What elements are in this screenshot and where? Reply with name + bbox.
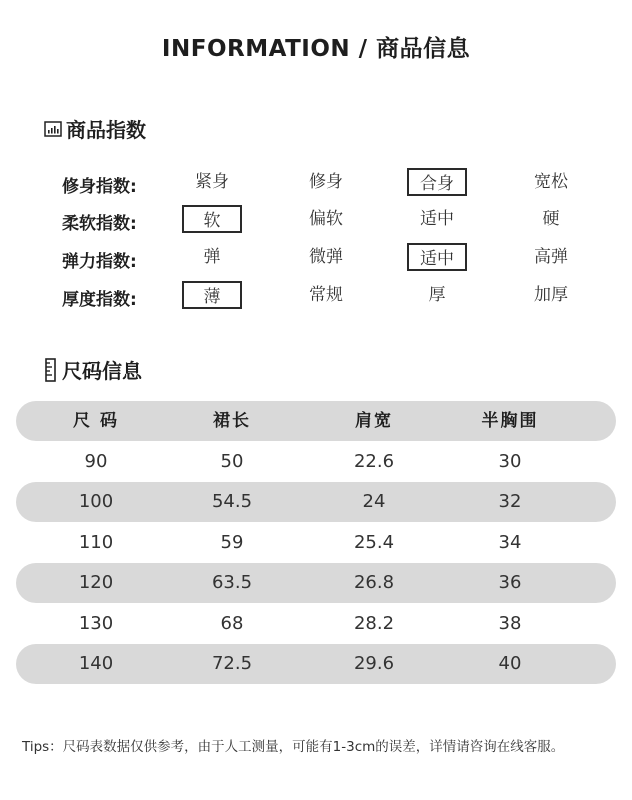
chart-bars-icon (44, 120, 62, 138)
table-cell: 40 (498, 653, 522, 674)
table-cell: 110 (78, 531, 114, 553)
index-option: 常规 (309, 285, 343, 305)
index-option: 宽松 (534, 172, 568, 192)
index-row-label: 弹力指数: (62, 252, 137, 272)
index-row (0, 243, 632, 273)
table-row (16, 442, 616, 482)
index-row-label: 柔软指数: (62, 214, 137, 234)
size-section-heading (44, 355, 142, 384)
table-cell: 63.5 (211, 572, 253, 593)
table-cell: 130 (78, 612, 114, 634)
size-section-title: 尺码信息 (62, 359, 142, 383)
index-option: 适中 (420, 209, 454, 229)
index-option: 厚 (428, 285, 446, 305)
index-section-title: 商品指数 (66, 118, 146, 142)
table-cell: 32 (498, 491, 522, 512)
table-header-cell: 肩宽 (355, 411, 393, 431)
table-cell: 28.2 (353, 612, 395, 634)
table-cell: 25.4 (353, 531, 395, 553)
index-option: 加厚 (534, 285, 568, 305)
index-option: 紧身 (195, 172, 229, 192)
index-row (0, 281, 632, 311)
index-row (0, 205, 632, 235)
page-title: INFORMATION / 商品信息 (161, 36, 471, 62)
table-cell: 68 (220, 612, 244, 634)
table-row (16, 523, 616, 563)
table-cell: 59 (220, 531, 244, 553)
table-cell: 120 (78, 572, 114, 593)
table-row (16, 563, 616, 603)
index-option: 高弹 (534, 247, 568, 267)
ruler-icon (44, 358, 58, 382)
table-cell: 54.5 (211, 491, 253, 512)
index-option: 弹 (203, 247, 221, 267)
table-row (16, 644, 616, 684)
tips-text: Tips：尺码表数据仅供参考，由于人工测量，可能有1-3cm的误差，详情请咨询在线客服。 (22, 739, 565, 755)
table-header-cell: 裙长 (213, 411, 251, 431)
index-option-selected: 适中 (407, 243, 467, 271)
index-row (0, 168, 632, 198)
index-option-selected: 软 (182, 205, 242, 233)
table-header-cell: 半胸围 (481, 411, 539, 431)
index-option-selected: 薄 (182, 281, 242, 309)
table-cell: 50 (220, 450, 244, 472)
table-cell: 24 (362, 491, 386, 512)
table-row (16, 482, 616, 522)
index-row-label: 厚度指数: (62, 290, 137, 310)
index-option: 修身 (309, 172, 343, 192)
table-cell: 36 (498, 572, 522, 593)
table-cell: 30 (498, 450, 522, 472)
table-cell: 29.6 (353, 653, 395, 674)
index-option: 微弹 (309, 247, 343, 267)
index-row-label: 修身指数: (62, 177, 137, 197)
table-cell: 72.5 (211, 653, 253, 674)
index-section-heading (44, 114, 146, 143)
table-cell: 26.8 (353, 572, 395, 593)
table-cell: 34 (498, 531, 522, 553)
table-cell: 140 (78, 653, 114, 674)
table-cell: 100 (78, 491, 114, 512)
table-header-row (16, 401, 616, 441)
index-option: 偏软 (309, 209, 343, 229)
table-row (16, 604, 616, 644)
size-table (16, 401, 616, 685)
table-cell: 38 (498, 612, 522, 634)
index-option: 硬 (542, 209, 560, 229)
table-header-cell: 尺 码 (73, 411, 119, 431)
index-option-selected: 合身 (407, 168, 467, 196)
table-cell: 90 (84, 450, 108, 472)
table-cell: 22.6 (353, 450, 395, 472)
